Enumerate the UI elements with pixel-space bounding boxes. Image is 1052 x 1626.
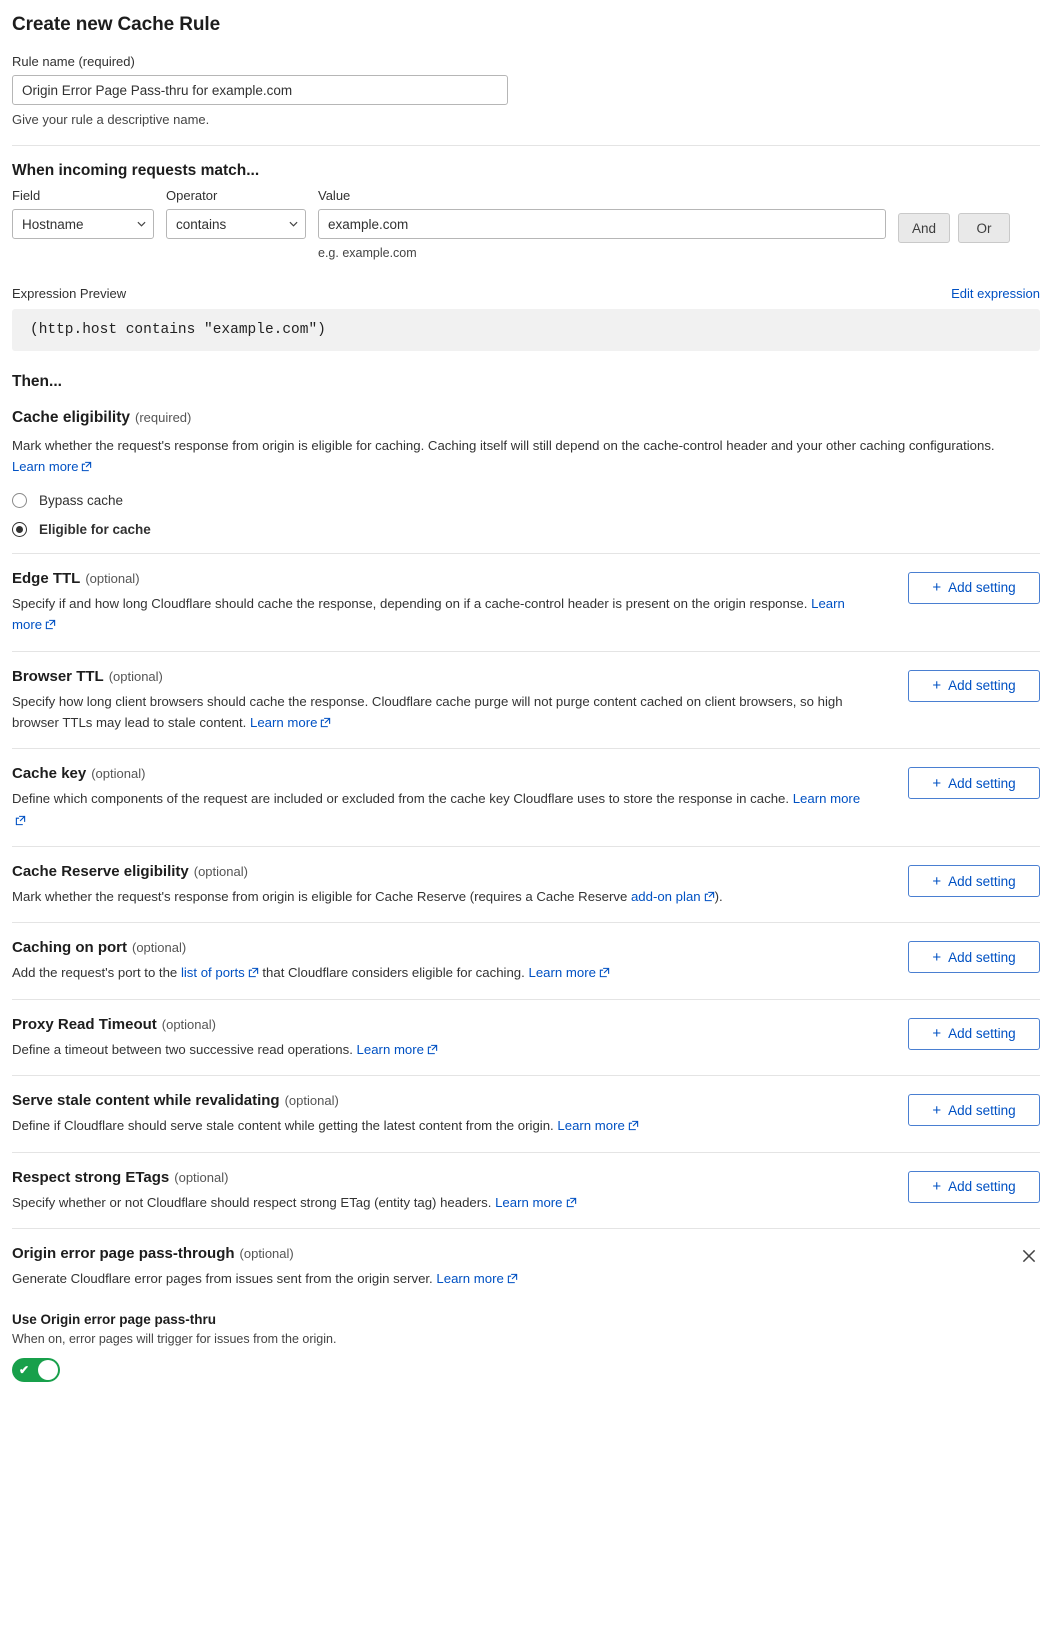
value-label: Value (318, 188, 351, 203)
value-column (318, 188, 886, 260)
setting-optional-tag: (optional) (174, 1169, 229, 1185)
field-select-value: Hostname (22, 216, 84, 232)
setting-title (12, 1169, 874, 1186)
setting-description-text: Define a timeout between two successive read operations. (12, 1041, 353, 1057)
setting-description-text: Define which components of the request are included or excluded from the cache key Cloudflare uses to store the response in cache. (12, 791, 790, 807)
cache-eligibility-description (12, 435, 1002, 479)
external-link-icon (628, 1116, 639, 1137)
setting-description (12, 962, 874, 984)
operator-select-wrap[interactable] (166, 209, 306, 239)
setting-title (12, 1016, 874, 1033)
radio-bypass-cache-label: Bypass cache (39, 492, 124, 508)
plus-icon: + (932, 872, 942, 890)
setting-title-text: Respect strong ETags (12, 1168, 170, 1186)
setting-title-text: Cache Reserve eligibility (12, 863, 189, 880)
setting-optional-tag: (optional) (193, 864, 248, 879)
cache-eligibility-section (12, 409, 1040, 537)
external-link-icon (45, 615, 56, 636)
plus-icon: + (932, 1101, 942, 1119)
plus-icon: + (932, 948, 942, 966)
external-link-icon (248, 963, 259, 984)
divider (12, 145, 1040, 146)
setting-description-text: Specify whether or not Cloudflare should respect strong ETag (entity tag) headers. (12, 1194, 492, 1210)
create-cache-rule-page (0, 14, 1052, 1626)
learn-more-link[interactable]: Learn more (495, 1194, 563, 1210)
setting-optional-tag: (optional) (132, 940, 187, 956)
add-setting-label: Add setting (948, 1102, 1016, 1118)
setting-description (12, 886, 874, 908)
setting-serve-stale-content (12, 1075, 1040, 1151)
setting-optional-tag: (optional) (161, 1016, 216, 1032)
value-input[interactable] (318, 209, 886, 239)
cache-eligibility-title (12, 409, 1040, 427)
rule-name-help: Give your rule a descriptive name. (12, 112, 210, 127)
learn-more-link[interactable]: Learn more (436, 1270, 504, 1286)
add-setting-label: Add setting (948, 1026, 1016, 1042)
close-icon[interactable] (1020, 1247, 1038, 1265)
add-setting-label: Add setting (948, 949, 1016, 965)
add-setting-label: Add setting (948, 1179, 1016, 1194)
add-setting-button[interactable] (908, 865, 1040, 897)
setting-title-text: Proxy Read Timeout (12, 1015, 157, 1033)
and-button[interactable]: And (898, 213, 950, 243)
operator-select[interactable] (166, 209, 306, 239)
setting-description (12, 788, 874, 832)
operator-column (166, 188, 306, 239)
rule-name-label: Rule name (required) (12, 54, 135, 69)
add-setting-label: Add setting (948, 678, 1016, 693)
field-select[interactable] (12, 209, 154, 239)
field-select-wrap[interactable] (12, 209, 154, 239)
setting-title (12, 668, 874, 685)
and-or-buttons (898, 213, 1010, 243)
learn-more-link[interactable]: Learn more (356, 1041, 424, 1057)
radio-bypass-cache[interactable] (12, 493, 1040, 508)
external-link-icon (427, 1040, 438, 1061)
setting-optional-tag: (optional) (108, 668, 163, 684)
or-button[interactable]: Or (958, 213, 1010, 243)
setting-browser-ttl (12, 651, 1040, 749)
field-column (12, 188, 154, 239)
setting-description (12, 1268, 912, 1290)
setting-title-text: Serve stale content while revalidating (12, 1092, 280, 1110)
setting-description-pre: Add the request's port to the (12, 965, 181, 981)
check-icon: ✔ (19, 1363, 30, 1378)
radio-eligible-for-cache[interactable] (12, 522, 1040, 537)
list-of-ports-link[interactable]: list of ports (180, 965, 245, 981)
setting-title (12, 765, 874, 782)
setting-title (12, 570, 874, 587)
setting-title (12, 939, 874, 956)
setting-title-text: Browser TTL (12, 667, 104, 685)
setting-origin-error-page-pass-through (12, 1228, 1040, 1406)
setting-title (12, 1092, 874, 1109)
cache-eligibility-required-tag: (required) (135, 410, 192, 425)
setting-caching-on-port (12, 922, 1040, 998)
setting-cache-reserve-eligibility (12, 846, 1040, 922)
plus-icon: + (932, 677, 942, 694)
setting-title-text: Origin error page pass-through (12, 1244, 235, 1262)
cache-eligibility-title-text: Cache eligibility (12, 409, 131, 426)
origin-error-pass-thru-toggle[interactable] (12, 1358, 60, 1382)
add-on-plan-link[interactable]: add-on plan (630, 889, 701, 904)
learn-more-link[interactable]: Learn more (12, 459, 79, 475)
setting-optional-tag: (optional) (239, 1245, 294, 1261)
add-setting-button[interactable] (908, 1171, 1040, 1203)
learn-more-link[interactable]: Learn more (557, 1118, 625, 1134)
setting-title (12, 1245, 912, 1262)
then-title: Then... (12, 373, 62, 390)
match-row (12, 188, 1040, 260)
add-setting-button[interactable] (908, 670, 1040, 702)
learn-more-link[interactable]: Learn more (528, 965, 596, 981)
expression-header (12, 286, 1040, 301)
setting-description-post: that Cloudflare considers eligible for caching. (258, 965, 525, 981)
setting-optional-tag: (optional) (284, 1093, 339, 1109)
page-title: Create new Cache Rule (12, 14, 221, 35)
external-link-icon (320, 713, 331, 734)
toggle-title: Use Origin error page pass-thru (12, 1312, 217, 1328)
learn-more-link[interactable]: Learn more (792, 791, 861, 807)
setting-edge-ttl (12, 553, 1040, 651)
match-section-title: When incoming requests match... (12, 162, 260, 179)
value-hint: e.g. example.com (318, 246, 417, 260)
external-link-icon (704, 887, 715, 908)
setting-description (12, 691, 874, 735)
setting-description (12, 1039, 874, 1061)
add-setting-label: Add setting (948, 775, 1016, 791)
external-link-icon (599, 963, 610, 984)
setting-description-text: Generate Cloudflare error pages from issues sent from the origin server. (12, 1270, 433, 1286)
operator-label: Operator (166, 188, 218, 203)
setting-description-pre: Mark whether the request's response from origin is eligible for Cache Reserve (requires a Cache Reserve (12, 889, 631, 904)
setting-description-post: ). (714, 889, 723, 904)
setting-cache-key (12, 748, 1040, 846)
setting-title-text: Cache key (12, 765, 87, 783)
setting-title-text: Caching on port (12, 939, 127, 957)
add-setting-label: Add setting (948, 873, 1016, 889)
learn-more-link[interactable]: Learn more (249, 714, 318, 730)
add-setting-button[interactable] (908, 1094, 1040, 1126)
add-setting-button[interactable] (908, 941, 1040, 973)
plus-icon: + (932, 579, 942, 597)
setting-proxy-read-timeout (12, 999, 1040, 1075)
field-label: Field (12, 188, 41, 203)
radio-icon[interactable] (12, 493, 27, 508)
setting-respect-strong-etags (12, 1152, 1040, 1228)
add-setting-label: Add setting (948, 580, 1016, 596)
toggle-subtitle: When on, error pages will trigger for issues from the origin. (12, 1332, 337, 1347)
expression-preview: (http.host contains "example.com") (12, 309, 1040, 351)
setting-title-text: Edge TTL (12, 569, 81, 587)
setting-description-text: Define if Cloudflare should serve stale content while getting the latest content from the origin. (12, 1118, 554, 1134)
add-setting-button[interactable] (908, 1018, 1040, 1050)
radio-icon-selected[interactable] (12, 522, 27, 537)
operator-select-value: contains (176, 216, 227, 232)
setting-description (12, 593, 874, 637)
setting-description-text: Specify if and how long Cloudflare should cache the response, depending on if a cache-control header is present on the origin response. (12, 595, 808, 611)
cache-eligibility-description-text: Mark whether the request's response from origin is eligible for caching. Caching itself will still depend on the cache-control header and your other caching configurations. (12, 438, 995, 453)
plus-icon: + (932, 774, 942, 792)
setting-description (12, 1115, 874, 1137)
toggle-knob (38, 1360, 58, 1380)
external-link-icon (507, 1269, 518, 1290)
setting-description-text: Specify how long client browsers should cache the response. Cloudflare cache purge will not purge content cached on client browsers, so high browser TTLs may lead to stale content. (12, 693, 843, 730)
rule-name-input[interactable] (12, 75, 508, 105)
setting-description (12, 1192, 874, 1214)
edit-expression-link[interactable]: Edit expression (951, 286, 1040, 301)
expression-preview-label: Expression Preview (12, 286, 127, 301)
external-link-icon (566, 1193, 577, 1214)
add-setting-button[interactable] (908, 767, 1040, 799)
setting-optional-tag: (optional) (85, 570, 140, 586)
plus-icon: + (932, 1178, 942, 1195)
plus-icon: + (932, 1025, 942, 1043)
radio-eligible-for-cache-label: Eligible for cache (39, 521, 151, 537)
learn-more-link[interactable]: Learn more (12, 595, 845, 633)
external-link-icon (15, 811, 26, 832)
external-link-icon (81, 457, 92, 478)
setting-optional-tag: (optional) (91, 766, 146, 782)
add-setting-button[interactable] (908, 572, 1040, 604)
setting-title (12, 863, 874, 880)
